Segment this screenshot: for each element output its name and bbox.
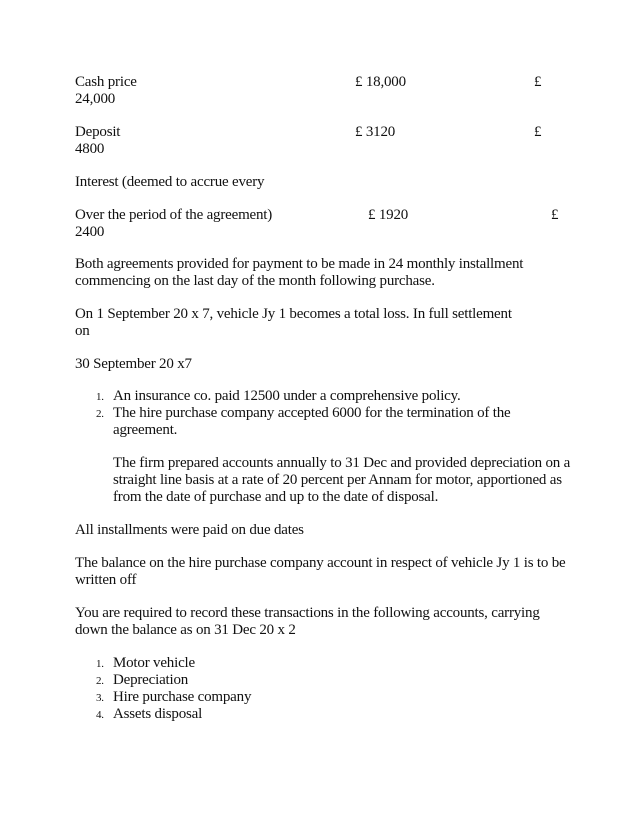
deposit-label: Deposit [75,124,121,140]
list-item-number: 2. [96,408,104,420]
list-item-text: Assets disposal [113,706,203,722]
list-item-text: An insurance co. paid 12500 under a comprehensive policy. [113,388,461,404]
paragraph-requirement: You are required to record these transactions in the following accounts, carrying down the balance as on 31 Dec 20 x 2 [75,605,540,638]
list-item [75,388,568,405]
interest-label: Interest (deemed to accrue every [75,174,265,190]
deposit-wrap: 4800 [75,141,105,157]
list-item-number: 1. [96,391,104,403]
paragraph-depreciation-policy: The firm prepared accounts annually to 31 Dec and provided depreciation on a straight line basis at a rate of 20 percent per Annam for motor, apportioned as from the date of purchase and up to the date of disposal. [113,455,571,505]
list-item [75,405,568,439]
period-wrap: 2400 [75,224,105,240]
paragraph-write-off: The balance on the hire purchase company account in respect of vehicle Jy 1 is to be written off [75,555,566,588]
paragraph-agreements: Both agreements provided for payment to be made in 24 monthly installment commencing on the last day of the month following purchase. [75,256,524,289]
list-item-number: 1. [96,658,104,670]
list-item-number: 2. [96,675,104,687]
settlement-list [75,388,575,439]
list-item [75,706,568,723]
accounts-list [75,655,575,723]
paragraph-installments: All installments were paid on due dates [75,522,304,538]
list-item-text: Motor vehicle [113,655,195,671]
list-item [75,672,568,689]
cash-price-row [75,74,575,91]
cash-price-label: Cash price [75,74,137,90]
list-item-text: The hire purchase company accepted 6000 for the termination of the agreement. [113,405,511,438]
list-item [75,689,568,706]
paragraph-total-loss-line1: On 1 September 20 x 7, vehicle Jy 1 becomes a total loss. In full settlement [75,306,512,322]
deposit-value-1: £ 3120 [355,124,396,140]
cash-price-value-1: £ 18,000 [355,74,406,90]
list-item-text: Depreciation [113,672,189,688]
list-item-number: 4. [96,709,104,721]
period-value-1: £ 1920 [368,207,409,223]
paragraph-total-loss-line2: on [75,323,90,339]
cash-price-wrap: 24,000 [75,91,116,107]
period-value-2-currency: £ [551,207,559,223]
list-item-number: 3. [96,692,104,704]
deposit-row [75,124,575,141]
list-item [75,655,568,672]
deposit-value-2-currency: £ [534,124,542,140]
cash-price-value-2-currency: £ [534,74,542,90]
list-item-text: Hire purchase company [113,689,252,705]
paragraph-settlement-date: 30 September 20 x7 [75,356,192,372]
document-page [75,74,575,723]
period-label: Over the period of the agreement) [75,207,273,223]
period-row [75,207,575,224]
